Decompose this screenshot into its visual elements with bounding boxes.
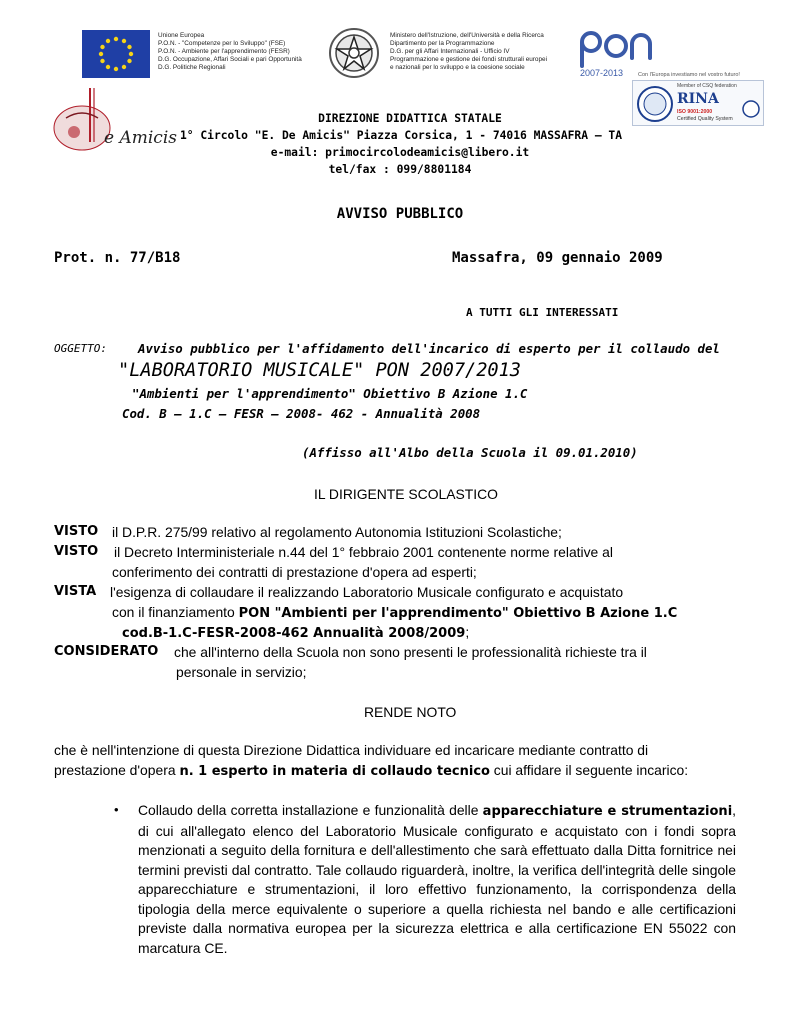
vista-code-end: ;	[465, 624, 470, 640]
laboratorio-title: "LABORATORIO MUSICALE" PON 2007/2013	[118, 360, 521, 381]
intro-plain: prestazione d'opera	[54, 762, 180, 778]
laboratorio-subtitle-1: "Ambienti per l'apprendimento" Obiettivo B Azione 1.C	[132, 386, 528, 401]
rina-name: RINA	[677, 91, 719, 107]
school-line-1: DIREZIONE DIDATTICA STATALE	[318, 112, 502, 125]
vista-text-bold: PON "Ambienti per l'apprendimento" Obiettivo B Azione 1.C	[238, 606, 678, 621]
ministry-text-block	[390, 32, 570, 72]
intro-line-2	[54, 762, 688, 780]
vista-text: l'esigenza di collaudare il realizzando Laboratorio Musicale configurato e acquistato	[110, 584, 624, 600]
rende-noto-heading: RENDE NOTO	[364, 704, 457, 720]
bullet-dot-icon: •	[114, 802, 119, 817]
eu-line: P.O.N. - Ambiente per l'apprendimento (FESR)	[158, 48, 290, 55]
rina-certification-logo	[632, 80, 764, 126]
vista-code-bold: cod.B-1.C-FESR-2008-462 Annualità 2008/2009	[122, 626, 466, 641]
oggetto-text: Avviso pubblico per l'affidamento dell'incarico di esperto per il collaudo del	[138, 341, 720, 356]
visto-label: VISTO	[54, 524, 99, 539]
school-email: e-mail: primocircolodeamicis@libero.it	[270, 146, 530, 159]
eu-line: D.G. Politiche Regionali	[158, 64, 226, 71]
school-logo	[52, 84, 177, 156]
pon-years: 2007-2013	[580, 68, 624, 78]
ministry-line: Programmazione e gestione dei fondi strutturali europei	[390, 56, 548, 63]
ministry-line: Dipartimento per la Programmazione	[390, 40, 495, 47]
considerato-text-continued: personale in servizio;	[176, 664, 307, 680]
eu-line: D.G. Occupazione, Affari Sociali e pari Opportunità	[158, 56, 302, 63]
laboratorio-subtitle-2: Cod. B – 1.C – FESR – 2008- 462 - Annualità 2008	[122, 406, 481, 421]
bullet-text-start: Collaudo della corretta installazione e funzionalità delle	[138, 802, 483, 818]
oggetto-label: OGGETTO:	[54, 342, 107, 355]
rina-member-text: Member of CSQ federation	[677, 83, 737, 89]
rina-iso: ISO 9001:2000	[677, 109, 713, 115]
document-title: AVVISO PUBBLICO	[336, 206, 464, 222]
protocol-number: Prot. n. 77/B18	[54, 250, 181, 266]
school-line-2: 1° Circolo "E. De Amicis" Piazza Corsica, 1 - 74016 MASSAFRA – TA	[179, 129, 623, 142]
italian-republic-emblem-icon	[328, 26, 380, 80]
visto-text: il Decreto Interministeriale n.44 del 1° febbraio 2001 contenente norme relative al	[114, 544, 613, 560]
recipients: A TUTTI GLI INTERESSATI	[466, 306, 619, 319]
bullet-text-rest: , di cui all'allegato elenco del Laboratorio Musicale configurato e acquistato con i fondi sopra menzionati a seguito della fornitura e dell'allestimento che sarà effettuato dalla Ditta fornitrice nei termini previsti dal contratto. Tale collaudo riguarderà, inoltre, la verifica dell'integrità delle singole apparecchiature e strumentazioni, il loro effettivo funzionamento, la corrispondenza della tipologia della merce equivalente o superiore a quella richiesta nel bando e alle certificazioni previste dalla normativa europea per la sicurezza elettrica e alla certificazione EN 55022 con marcatura CE.	[138, 802, 737, 956]
eu-flag-logo	[82, 30, 150, 78]
considerato-label: CONSIDERATO	[54, 644, 159, 659]
eu-text-block	[158, 32, 334, 72]
eu-line: P.O.N. - "Competenze per lo Sviluppo" (FSE)	[158, 40, 286, 47]
vista-text-plain: con il finanziamento	[112, 604, 239, 620]
intro-line-1: che è nell'intenzione di questa Direzione Didattica individuare ed incaricare mediante contratto di	[54, 742, 649, 758]
vista-text-line-2	[112, 604, 677, 622]
eu-line: Unione Europea	[158, 32, 205, 39]
pon-slogan: Con l'Europa investiamo nel vostro futuro!	[638, 72, 740, 78]
school-telfax: tel/fax : 099/8801184	[328, 163, 472, 176]
ministry-line: D.G. per gli Affari Internazionali - Ufficio IV	[390, 48, 510, 55]
visto-text: il D.P.R. 275/99 relativo al regolamento Autonomia Istituzioni Scolastiche;	[112, 524, 562, 540]
school-logo-text: e Amicis	[104, 128, 177, 148]
visto-text-continued: conferimento dei contratti di prestazione d'opera ad esperti;	[112, 564, 477, 580]
pon-logo	[576, 28, 774, 80]
rina-cert: Certified Quality System	[677, 116, 733, 122]
ministry-line: Ministero dell'Istruzione, dell'Università e della Ricerca	[390, 32, 544, 39]
bullet-text-bold: apparecchiature e strumentazioni	[482, 804, 733, 819]
affisso-note: (Affisso all'Albo della Scuola il 09.01.2010)	[302, 445, 638, 460]
vista-text-line-3	[122, 624, 469, 642]
ministry-line: e nazionali per lo sviluppo e la coesione sociale	[390, 64, 525, 71]
intro-plain-end: cui affidare il seguente incarico:	[489, 762, 689, 778]
place-date: Massafra, 09 gennaio 2009	[452, 250, 663, 266]
vista-label: VISTA	[54, 584, 97, 599]
intro-bold: n. 1 esperto in materia di collaudo tecnico	[179, 764, 490, 779]
bullet-paragraph	[138, 801, 736, 958]
visto-label: VISTO	[54, 544, 99, 559]
dirigente-heading: IL DIRIGENTE SCOLASTICO	[314, 486, 498, 502]
considerato-text: che all'interno della Scuola non sono presenti le professionalità richieste tra il	[174, 644, 647, 660]
